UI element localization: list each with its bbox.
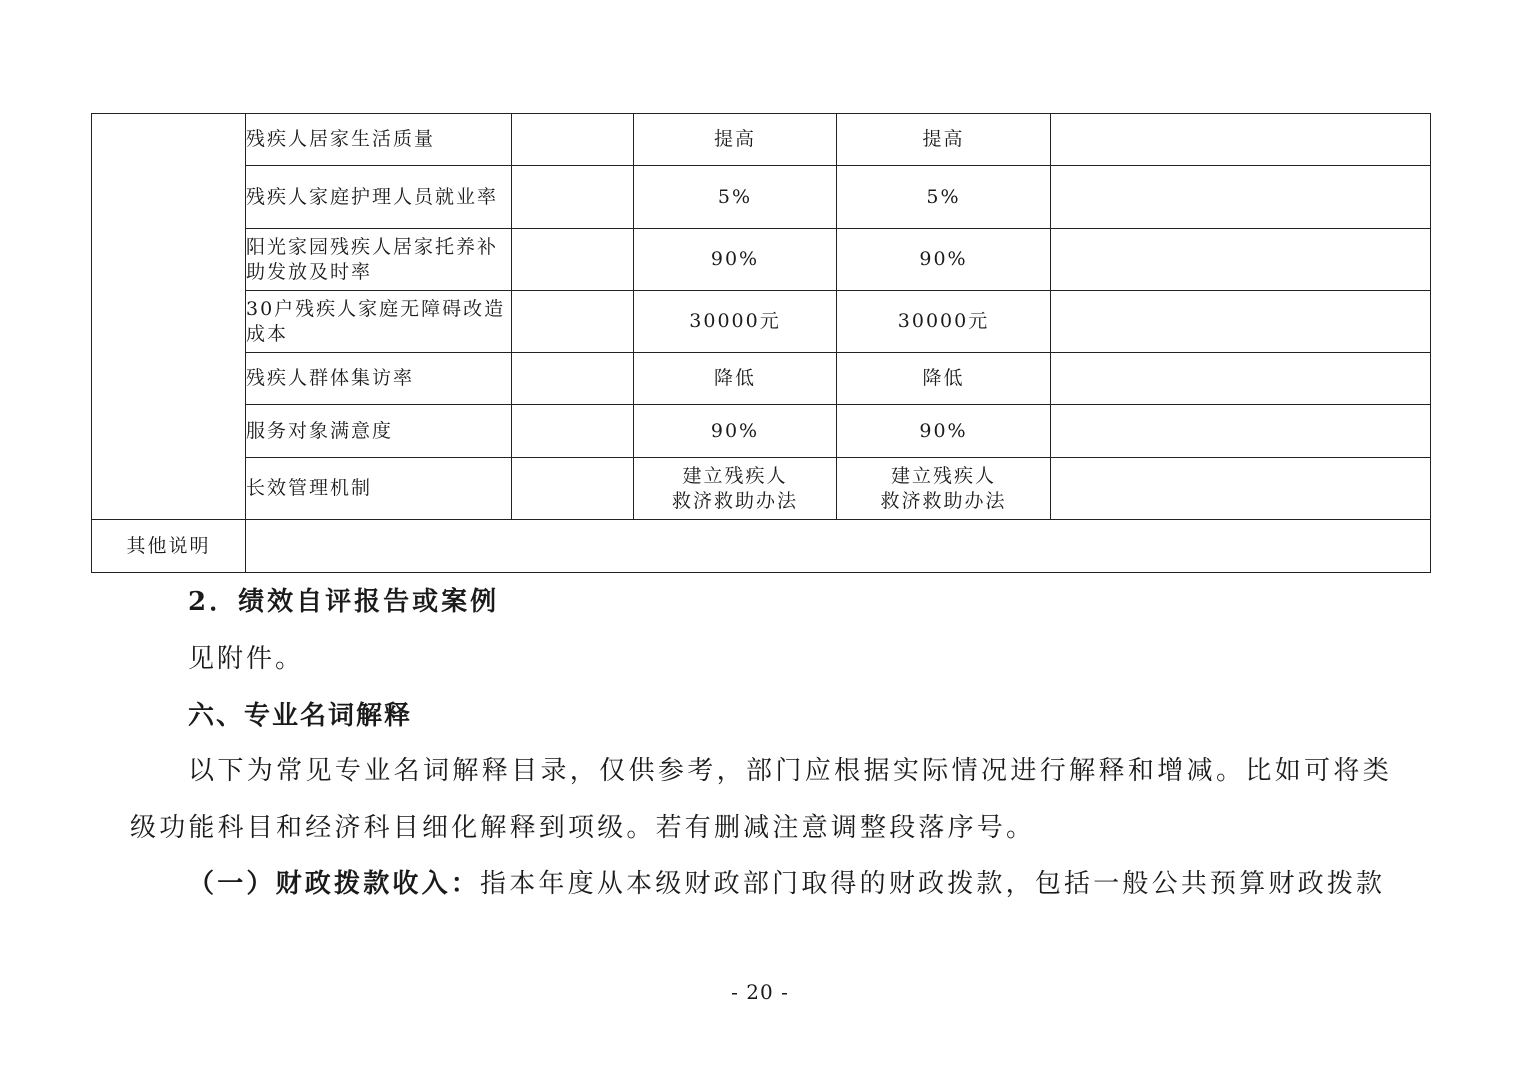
actual-cell: 90% [837,229,1051,291]
target-cell [634,458,837,520]
actual-cell: 5% [837,166,1051,229]
performance-indicator-table [91,113,1431,573]
indicator-cell: 30户残疾人家庭无障碍改造成本 [246,291,512,353]
table-row [92,166,1431,229]
note-cell [1051,229,1431,291]
blank-cell [512,291,634,353]
target-cell: 5% [634,166,837,229]
section-content: 见附件。 [188,644,305,674]
other-value-cell [246,520,1431,573]
indicator-cell: 残疾人居家生活质量 [246,114,512,166]
blank-cell [512,405,634,458]
section-heading: 2．绩效自评报告或案例 [188,587,500,617]
indicator-cell: 阳光家园残疾人居家托养补助发放及时率 [246,229,512,291]
other-label-cell: 其他说明 [92,520,246,573]
actual-cell: 90% [837,405,1051,458]
target-line: 建立残疾人 [682,464,788,487]
target-cell: 90% [634,229,837,291]
page-number: - 20 - [731,980,789,1004]
category-cell [92,114,246,520]
blank-cell [512,458,634,520]
definition-paragraph [188,866,1385,902]
actual-cell: 30000元 [837,291,1051,353]
definition-text: 指本年度从本级财政部门取得的财政拨款，包括一般公共预算财政拨款 [480,869,1386,899]
note-cell [1051,405,1431,458]
table-row [92,458,1431,520]
target-line: 救济救助办法 [671,489,798,512]
actual-line: 救济救助办法 [880,489,1007,512]
section-heading: 六、专业名词解释 [188,701,413,731]
indicator-cell: 残疾人群体集访率 [246,353,512,405]
target-cell: 降低 [634,353,837,405]
target-cell: 提高 [634,114,837,166]
actual-cell [837,458,1051,520]
note-cell [1051,291,1431,353]
note-cell [1051,166,1431,229]
blank-cell [512,229,634,291]
table-row [92,291,1431,353]
target-cell: 90% [634,405,837,458]
blank-cell [512,114,634,166]
target-cell: 30000元 [634,291,837,353]
table-row [92,229,1431,291]
actual-cell: 降低 [837,353,1051,405]
table-row [92,114,1431,166]
actual-cell: 提高 [837,114,1051,166]
blank-cell [512,353,634,405]
blank-cell [512,166,634,229]
note-cell [1051,114,1431,166]
table-row [92,405,1431,458]
definition-term: （一）财政拨款收入： [188,869,481,899]
table-row [92,520,1431,573]
indicator-cell: 服务对象满意度 [246,405,512,458]
indicator-cell: 残疾人家庭护理人员就业率 [246,166,512,229]
note-cell [1051,458,1431,520]
table-row [92,353,1431,405]
intro-paragraph: 以下为常见专业名词解释目录，仅供参考，部门应根据实际情况进行解释和增减。比如可将类级功能科目和经济科目细化解释到项级。若有删减注意调整段落序号。 [130,756,1392,843]
note-cell [1051,353,1431,405]
indicator-cell: 长效管理机制 [246,458,512,520]
actual-line: 建立残疾人 [890,464,996,487]
